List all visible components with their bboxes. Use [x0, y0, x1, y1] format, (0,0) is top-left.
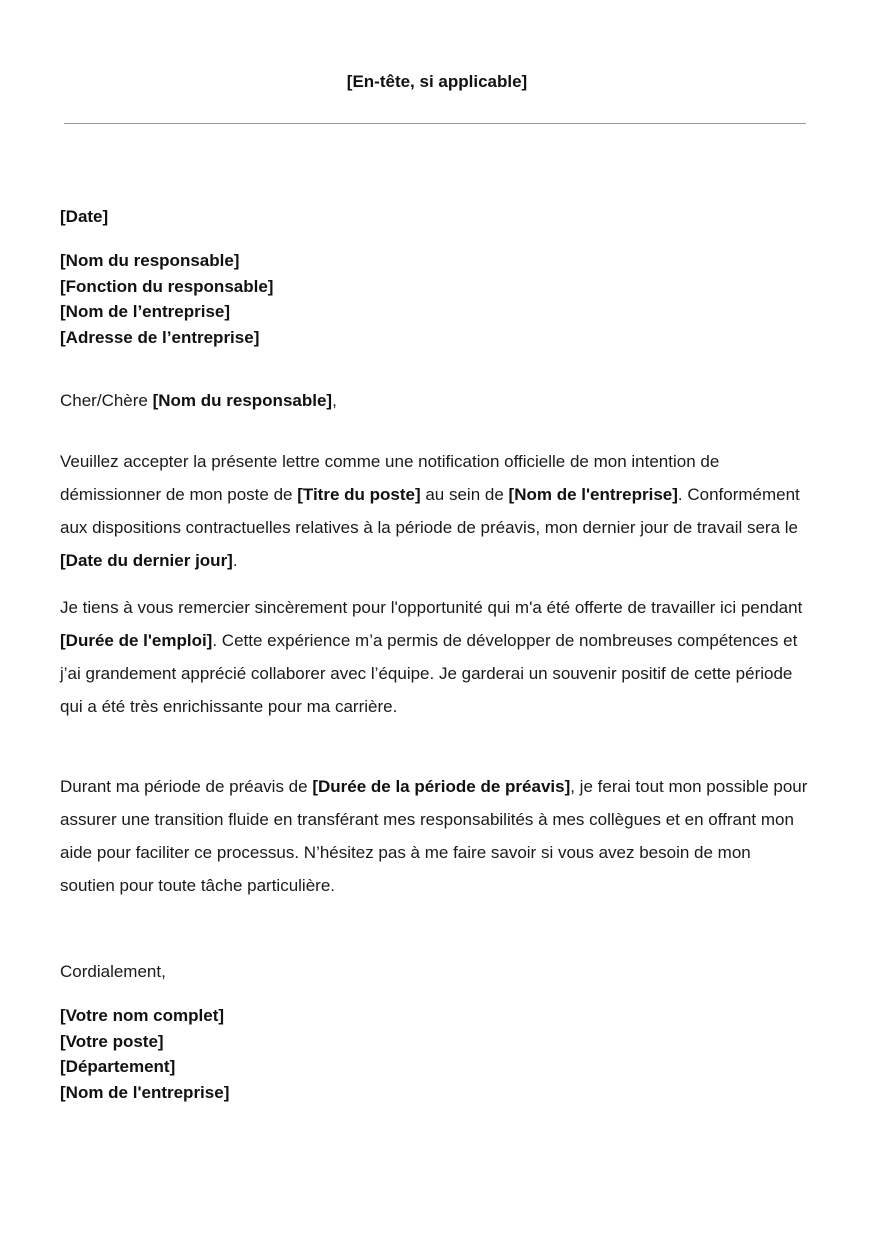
- signature-block: [60, 1003, 810, 1105]
- notice-period-placeholder: [Durée de la période de préavis]: [312, 777, 571, 796]
- salutation-prefix: Cher/Chère: [60, 391, 153, 410]
- header-divider: [64, 123, 806, 124]
- paragraph-text: . Conformément aux dispositions contractuelles relatives à la période de préavis, mon dernier jour de travail sera le: [60, 485, 800, 537]
- letter-header: [En-tête, si applicable]: [346, 72, 528, 91]
- paragraph-text: , je ferai tout mon possible pour assurer une transition fluide en transférant mes responsabilités à mes collègues et en offrant mon aide pour faciliter ce processus. N’hésitez pas à me faire savoir si vous avez besoin de mon soutien pour toute tâche particulière.: [60, 777, 808, 895]
- recipient-company: [Nom de l’entreprise]: [60, 302, 231, 321]
- signature-department: [Département]: [60, 1057, 176, 1076]
- paragraph-text: au sein de: [420, 485, 509, 504]
- recipient-function: [Fonction du responsable]: [60, 276, 274, 296]
- paragraph-text: Veuillez accepter la présente lettre comme une notification officielle de mon intention de démissionner de mon poste de: [60, 452, 720, 504]
- paragraph-resignation-notice: [60, 445, 810, 577]
- paragraph-text: Durant ma période de préavis de: [60, 777, 313, 796]
- paragraph-transition: [60, 770, 810, 902]
- signature-full-name: [Votre nom complet]: [60, 1006, 225, 1025]
- employment-duration-placeholder: [Durée de l'emploi]: [60, 631, 213, 650]
- salutation: [60, 384, 810, 417]
- company-name-placeholder: [Nom de l'entreprise]: [508, 485, 678, 504]
- salutation-name: [Nom du responsable]: [152, 391, 333, 410]
- paragraph-text: .: [232, 551, 238, 570]
- recipient-address-block: [60, 248, 810, 350]
- paragraph-text: Je tiens à vous remercier sincèrement pour l'opportunité qui m'a été offerte de travailler ici pendant: [60, 598, 803, 617]
- paragraph-thanks: [60, 591, 810, 723]
- last-day-placeholder: [Date du dernier jour]: [60, 551, 233, 570]
- recipient-company-address: [Adresse de l’entreprise]: [60, 327, 260, 347]
- job-title-placeholder: [Titre du poste]: [297, 485, 421, 504]
- signature-company: [Nom de l'entreprise]: [60, 1082, 230, 1102]
- salutation-suffix: ,: [332, 391, 337, 410]
- closing-formula: Cordialement,: [60, 962, 166, 981]
- signature-position: [Votre poste]: [60, 1031, 164, 1051]
- paragraph-text: . Cette expérience m’a permis de développer de nombreuses compétences et j’ai grandement apprécié collaborer avec l’équipe. Je garderai un souvenir positif de cette période qui a été très enrichissante pour ma carrière.: [60, 631, 798, 716]
- letter-date: [60, 204, 810, 230]
- date-placeholder: [Date]: [60, 207, 109, 226]
- recipient-name: [Nom du responsable]: [60, 251, 240, 270]
